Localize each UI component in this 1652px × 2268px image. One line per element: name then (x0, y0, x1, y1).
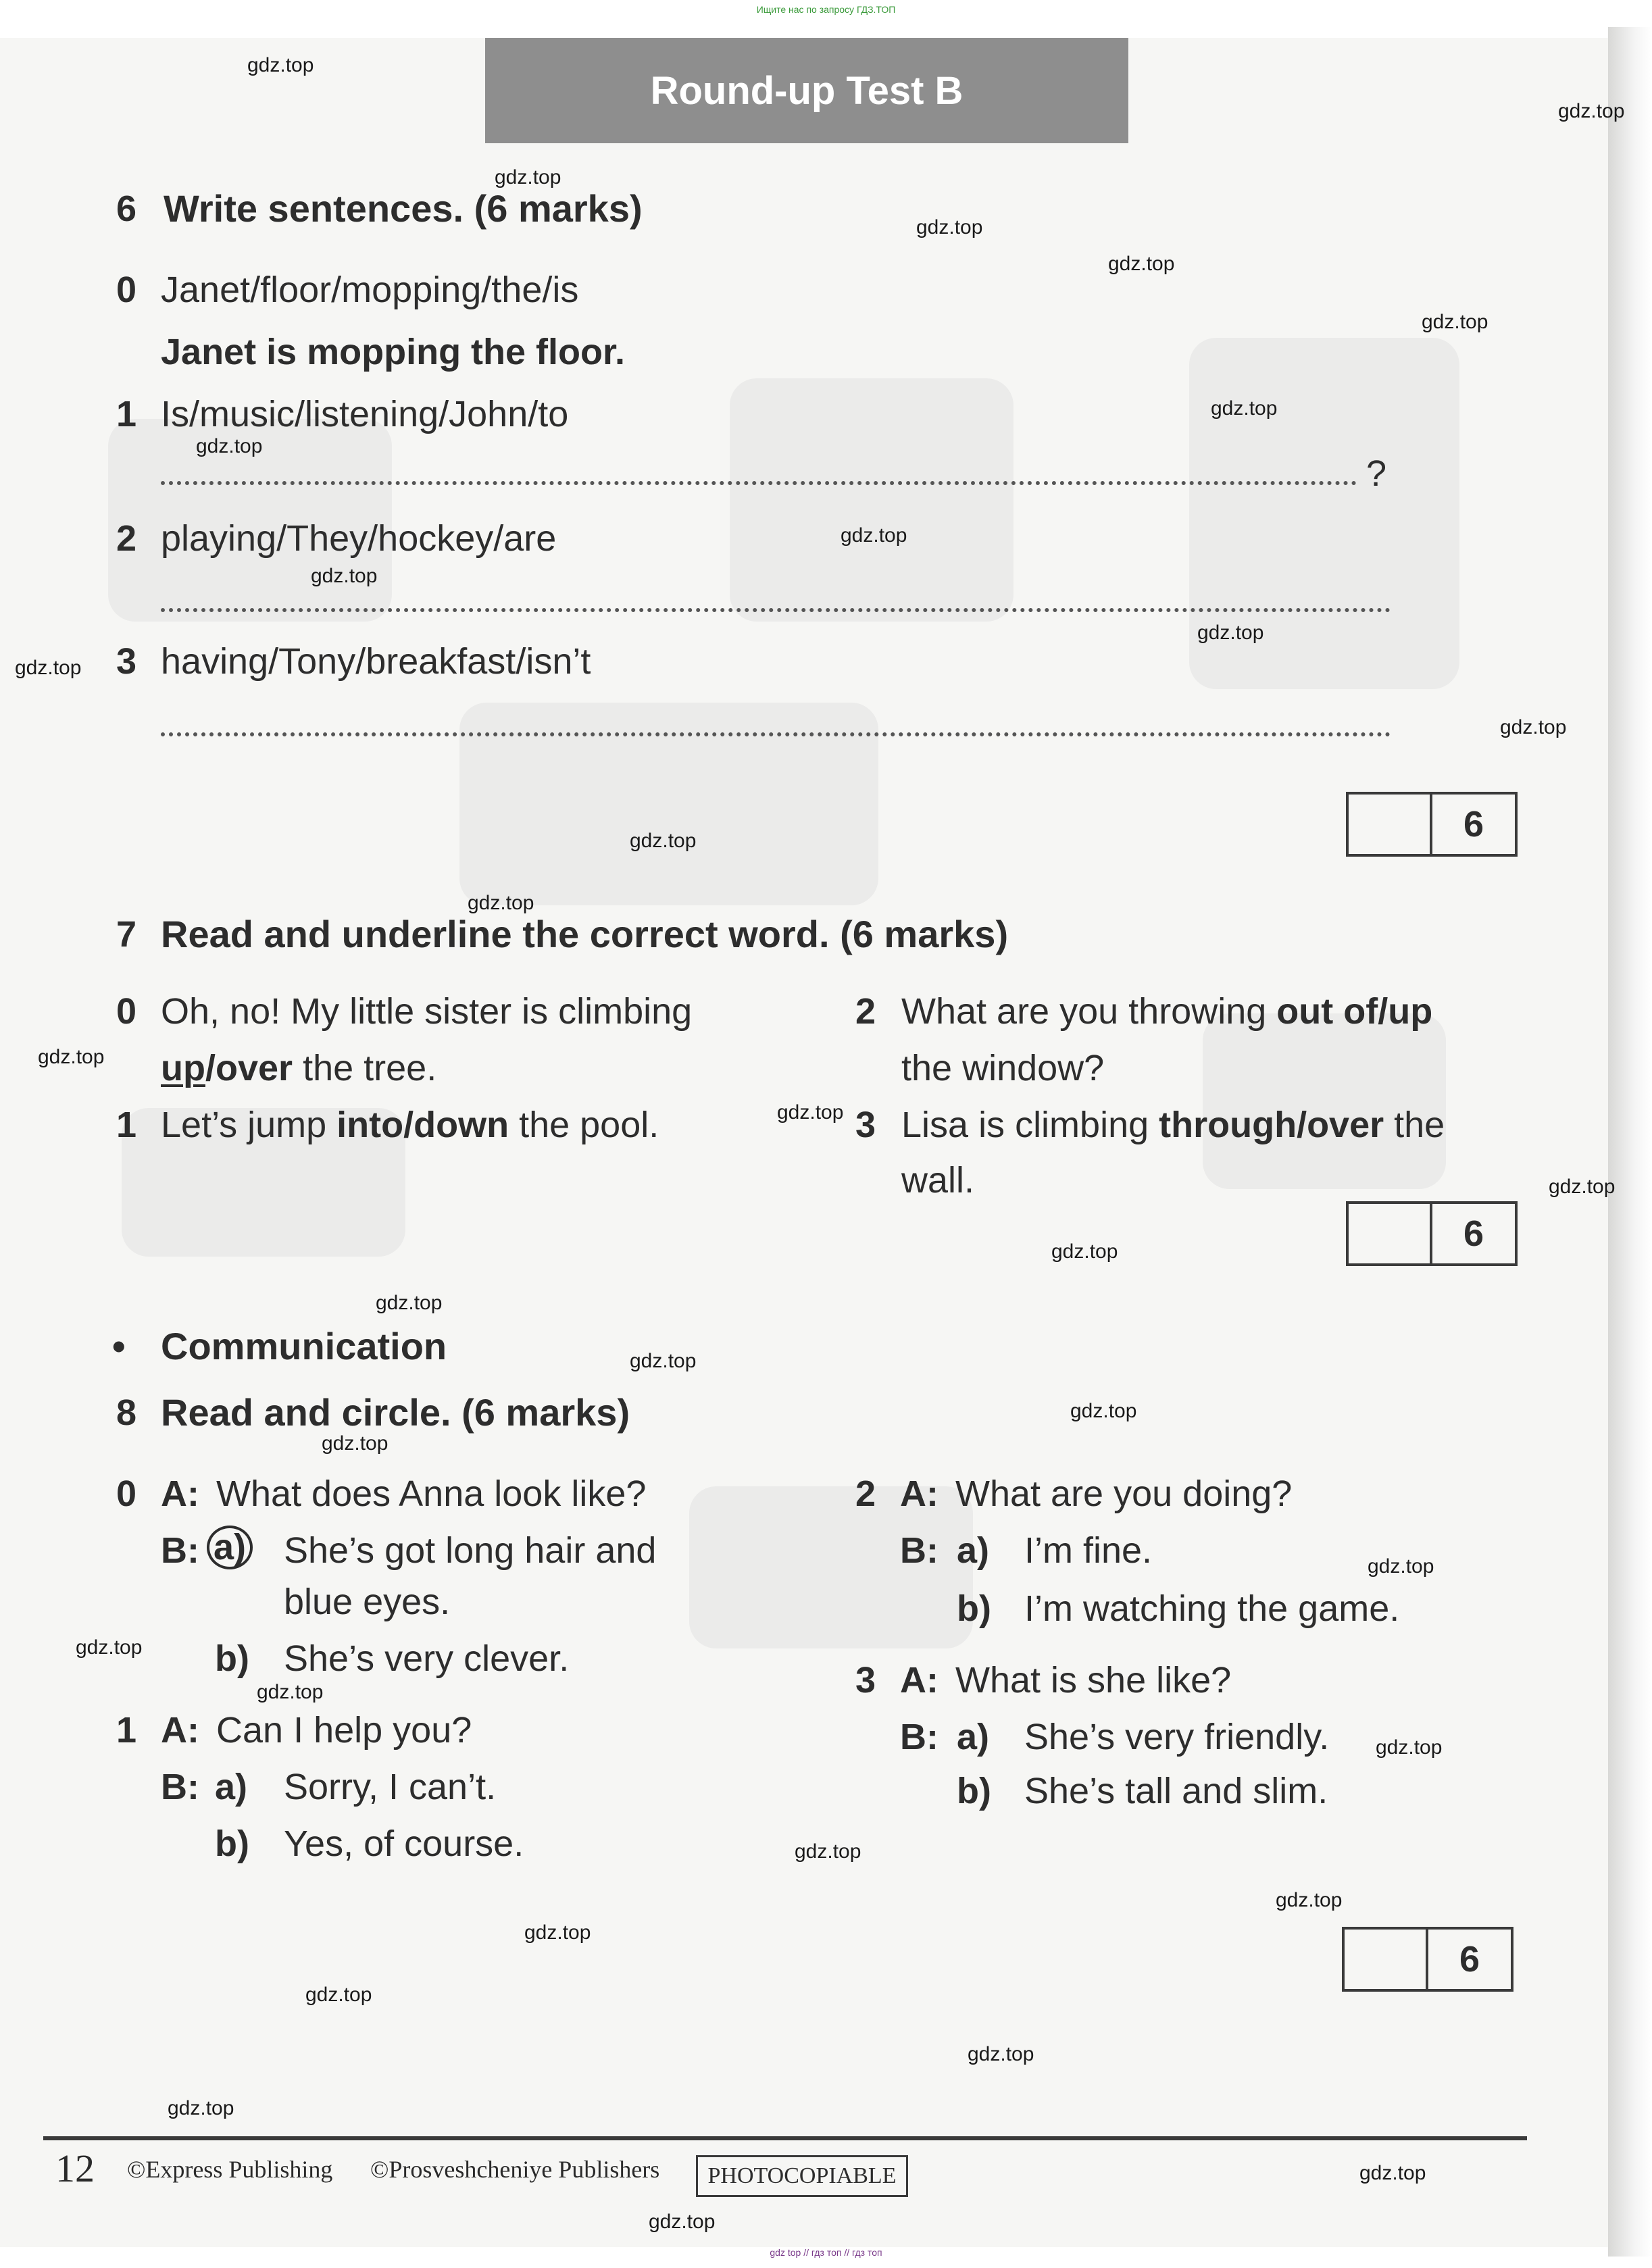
watermark: gdz.top (1359, 2162, 1426, 2184)
footer-rule (43, 2136, 1527, 2140)
section8-q1-answer-b: Yes, of course. (284, 1823, 524, 1864)
section6-example-prompt: Janet/floor/mopping/the/is (161, 270, 579, 310)
section8-score-value: 6 (1459, 1939, 1480, 1980)
section7-item0-number: 0 (116, 991, 137, 1032)
bleed-through-picture (730, 378, 1013, 622)
communication-bullet: • (112, 1325, 126, 1367)
section6-item3-answer-line[interactable] (161, 732, 1391, 736)
top-note: Ищите нас по запросу ГДЗ.ТОП (756, 4, 896, 15)
section8-score-box[interactable] (1342, 1927, 1513, 1992)
watermark: gdz.top (305, 1984, 372, 2006)
bleed-through-picture (1203, 1013, 1446, 1189)
section8-q1-number: 1 (116, 1710, 137, 1750)
section6-score-box[interactable] (1346, 792, 1518, 857)
section6-example-answer: Janet is mopping the floor. (161, 332, 626, 372)
section7-item0-line2 (161, 1047, 436, 1089)
watermark: gdz.top (1276, 1889, 1343, 1911)
watermark: gdz.top (376, 1292, 443, 1314)
section8-q1-option-b[interactable]: b) (215, 1823, 249, 1864)
watermark: gdz.top (795, 1840, 861, 1863)
section8-q0-a-label: A: (161, 1473, 199, 1514)
section7-item1-text (161, 1104, 659, 1146)
communication-heading: Communication (161, 1325, 447, 1367)
section6-item1-answer-line[interactable] (161, 481, 1357, 485)
section8-q1-option-a[interactable]: a) (215, 1767, 248, 1807)
section7-item2-choices[interactable]: out of/up (1276, 991, 1433, 1032)
watermark: gdz.top (247, 54, 314, 76)
section8-title: Read and circle. (6 marks) (161, 1391, 630, 1434)
section7-item3-line2: wall. (901, 1160, 975, 1201)
section7-item0-line1: Oh, no! My little sister is climbing (161, 991, 693, 1032)
section6-example-number: 0 (116, 270, 137, 310)
watermark: gdz.top (1500, 716, 1567, 738)
section8-q3-option-a[interactable]: a) (957, 1717, 990, 1757)
section7-item0-choice-over[interactable]: over (216, 1048, 293, 1088)
section8-q0-answer-a-line2: blue eyes. (284, 1582, 451, 1622)
section6-item1-question-mark: ? (1366, 453, 1387, 494)
section8-q1-a-label: A: (161, 1710, 199, 1750)
watermark: gdz.top (1422, 311, 1488, 333)
section7-title: Read and underline the correct word. (6 marks) (161, 913, 1009, 955)
section7-item2-line1 (901, 990, 1432, 1032)
watermark: gdz.top (777, 1101, 844, 1124)
section8-q3-number: 3 (855, 1660, 876, 1700)
section7-item3-number: 3 (855, 1105, 876, 1145)
section6-item3-number: 3 (116, 641, 137, 682)
section7-item1-number: 1 (116, 1105, 137, 1145)
watermark: gdz.top (1211, 397, 1278, 420)
watermark: gdz.top (1197, 622, 1264, 644)
watermark: gdz.top (1051, 1240, 1118, 1263)
watermark: gdz.top (38, 1046, 105, 1068)
section7-score-value: 6 (1463, 1213, 1484, 1254)
section6-item2-prompt: playing/They/hockey/are (161, 518, 557, 559)
section7-item3-line1 (901, 1104, 1445, 1146)
section8-q0-answer-b: She’s very clever. (284, 1638, 570, 1679)
watermark: gdz.top (15, 657, 82, 679)
section8-q1-question: Can I help you? (216, 1710, 472, 1750)
watermark: gdz.top (311, 565, 378, 587)
section7-item1-rest: the pool. (509, 1105, 659, 1145)
section7-number: 7 (116, 914, 137, 955)
watermark: gdz.top (468, 892, 534, 914)
watermark: gdz.top (1376, 1736, 1443, 1759)
section8-q3-a-label: A: (900, 1660, 938, 1700)
watermark: gdz.top (76, 1636, 143, 1659)
watermark: gdz.top (841, 524, 907, 547)
section6-item2-number: 2 (116, 518, 137, 559)
section8-q3-question: What is she like? (955, 1660, 1232, 1700)
section7-score-box[interactable] (1346, 1201, 1518, 1266)
watermark: gdz.top (524, 1921, 591, 1944)
publisher-express: ©Express Publishing (127, 2156, 333, 2183)
publisher-prosveshcheniye: ©Prosveshcheniye Publishers (370, 2156, 660, 2183)
section7-item1-pre: Let’s jump (161, 1105, 337, 1145)
test-title-banner (485, 38, 1128, 143)
watermark: gdz.top (630, 1350, 697, 1372)
section7-item2-number: 2 (855, 991, 876, 1032)
watermark: gdz.top (495, 166, 561, 188)
section8-q3-b-label: B: (900, 1717, 938, 1757)
watermark: gdz.top (649, 2211, 716, 2233)
test-title: Round-up Test B (650, 68, 963, 113)
watermark: gdz.top (1549, 1176, 1616, 1198)
section8-q3-answer-a: She’s very friendly. (1024, 1717, 1330, 1757)
bottom-note: gdz top // гдз топ // гдз топ (770, 2247, 882, 2258)
watermark: gdz.top (168, 2097, 234, 2119)
section8-q0-question: What does Anna look like? (216, 1473, 647, 1514)
section8-q0-number: 0 (116, 1473, 137, 1514)
section8-q2-number: 2 (855, 1473, 876, 1514)
section6-number: 6 (116, 188, 137, 229)
section8-q2-a-label: A: (900, 1473, 938, 1514)
section8-q0-option-a-circled[interactable] (207, 1526, 253, 1569)
section8-q2-b-label: B: (900, 1530, 938, 1571)
section6-title: Write sentences. (6 marks) (164, 187, 643, 230)
section7-item2-pre: What are you throwing (901, 991, 1277, 1032)
section8-q2-answer-b: I’m watching the game. (1024, 1588, 1400, 1629)
watermark: gdz.top (1070, 1400, 1137, 1422)
section8-q3-answer-b: She’s tall and slim. (1024, 1771, 1328, 1811)
watermark: gdz.top (1108, 253, 1175, 275)
section7-item0-underlined-choice[interactable]: up (161, 1048, 205, 1088)
section8-q0-b-label: B: (161, 1530, 199, 1571)
section8-q0-option-b[interactable]: b) (215, 1638, 249, 1679)
circled-answer: a) (207, 1526, 253, 1569)
section6-item2-answer-line[interactable] (161, 608, 1391, 612)
watermark: gdz.top (1558, 100, 1625, 122)
watermark: gdz.top (196, 435, 263, 457)
section6-score-value: 6 (1463, 804, 1484, 845)
watermark: gdz.top (257, 1681, 324, 1703)
section8-q2-question: What are you doing? (955, 1473, 1293, 1514)
section7-item3-rest: the (1384, 1105, 1445, 1145)
section8-q1-b-label: B: (161, 1767, 199, 1807)
section6-item1-number: 1 (116, 394, 137, 434)
watermark: gdz.top (916, 216, 983, 238)
photocopiable-label: PHOTOCOPIABLE (696, 2155, 908, 2197)
page-number: 12 (55, 2146, 95, 2190)
section8-q2-option-b[interactable]: b) (957, 1588, 991, 1629)
section7-item1-choices[interactable]: into/down (336, 1105, 509, 1145)
section7-item2-line2: the window? (901, 1048, 1105, 1088)
watermark: gdz.top (1368, 1555, 1434, 1578)
watermark: gdz.top (968, 2043, 1034, 2065)
section7-item0-separator: / (205, 1048, 216, 1088)
section7-item3-pre: Lisa is climbing (901, 1105, 1159, 1145)
section6-item3-prompt: having/Tony/breakfast/isn’t (161, 641, 591, 682)
section7-item3-choices[interactable]: through/over (1159, 1105, 1384, 1145)
section8-q1-answer-a: Sorry, I can’t. (284, 1767, 497, 1807)
section8-number: 8 (116, 1392, 137, 1433)
section8-q0-answer-a-line1: She’s got long hair and (284, 1530, 657, 1571)
page-edge-shadow (1608, 27, 1652, 2257)
section8-q2-answer-a: I’m fine. (1024, 1530, 1153, 1571)
watermark: gdz.top (630, 830, 697, 852)
section8-q3-option-b[interactable]: b) (957, 1771, 991, 1811)
section6-item1-prompt: Is/music/listening/John/to (161, 394, 569, 434)
watermark: gdz.top (322, 1432, 389, 1455)
section8-q2-option-a[interactable]: a) (957, 1530, 990, 1571)
section7-item0-rest: the tree. (293, 1048, 437, 1088)
